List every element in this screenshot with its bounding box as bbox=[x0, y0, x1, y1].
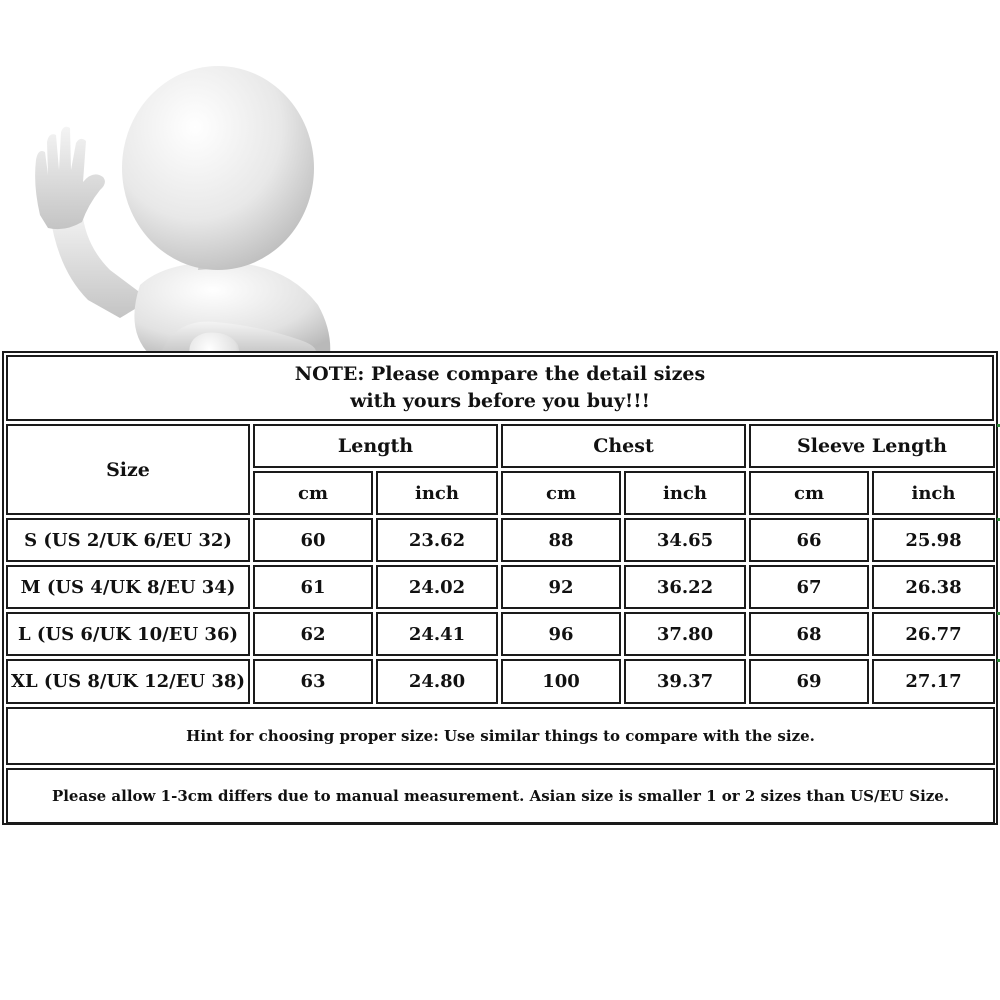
table-cell: 66 bbox=[749, 518, 869, 562]
size-label-m: M (US 4/UK 8/EU 34) bbox=[6, 565, 250, 609]
table-cell: 24.80 bbox=[376, 659, 498, 704]
sleeve-cm-header: cm bbox=[749, 471, 869, 515]
chest-inch-header: inch bbox=[624, 471, 746, 515]
size-label-xl: XL (US 8/UK 12/EU 38) bbox=[6, 659, 250, 704]
table-cell: 24.41 bbox=[376, 612, 498, 656]
table-cell: 36.22 bbox=[624, 565, 746, 609]
table-cell: 100 bbox=[501, 659, 621, 704]
table-cell: 37.80 bbox=[624, 612, 746, 656]
table-cell: 61 bbox=[253, 565, 373, 609]
table-cell: 67 bbox=[749, 565, 869, 609]
size-label-s: S (US 2/UK 6/EU 32) bbox=[6, 518, 250, 562]
hint-text: Hint for choosing proper size: Use similar things to compare with the size. bbox=[6, 707, 995, 765]
table-cell: 69 bbox=[749, 659, 869, 704]
sleeve-inch-header: inch bbox=[872, 471, 995, 515]
table-cell: 92 bbox=[501, 565, 621, 609]
note-banner bbox=[6, 355, 994, 421]
size-label-l: L (US 6/UK 10/EU 36) bbox=[6, 612, 250, 656]
table-cell: 25.98 bbox=[872, 518, 995, 562]
table-cell: 24.02 bbox=[376, 565, 498, 609]
table-cell: 88 bbox=[501, 518, 621, 562]
length-cm-header: cm bbox=[253, 471, 373, 515]
table-cell: 34.65 bbox=[624, 518, 746, 562]
table-cell: 63 bbox=[253, 659, 373, 704]
chest-column-header: Chest bbox=[501, 424, 746, 468]
sleeve-length-column-header: Sleeve Length bbox=[749, 424, 995, 468]
note-line-2: with yours before you buy!!! bbox=[350, 390, 650, 412]
table-cell: 26.77 bbox=[872, 612, 995, 656]
length-column-header: Length bbox=[253, 424, 498, 468]
length-inch-header: inch bbox=[376, 471, 498, 515]
table-cell: 60 bbox=[253, 518, 373, 562]
table-cell: 26.38 bbox=[872, 565, 995, 609]
table-cell: 68 bbox=[749, 612, 869, 656]
size-column-header: Size bbox=[6, 424, 250, 515]
table-cell: 27.17 bbox=[872, 659, 995, 704]
note-line-1: NOTE: Please compare the detail sizes bbox=[294, 363, 706, 385]
table-cell: 39.37 bbox=[624, 659, 746, 704]
table-cell: 96 bbox=[501, 612, 621, 656]
allowance-note: Please allow 1-3cm differs due to manual measurement. Asian size is smaller 1 or 2 sizes than US/EU Size. bbox=[6, 768, 995, 824]
table-cell: 23.62 bbox=[376, 518, 498, 562]
chest-cm-header: cm bbox=[501, 471, 621, 515]
table-cell: 62 bbox=[253, 612, 373, 656]
